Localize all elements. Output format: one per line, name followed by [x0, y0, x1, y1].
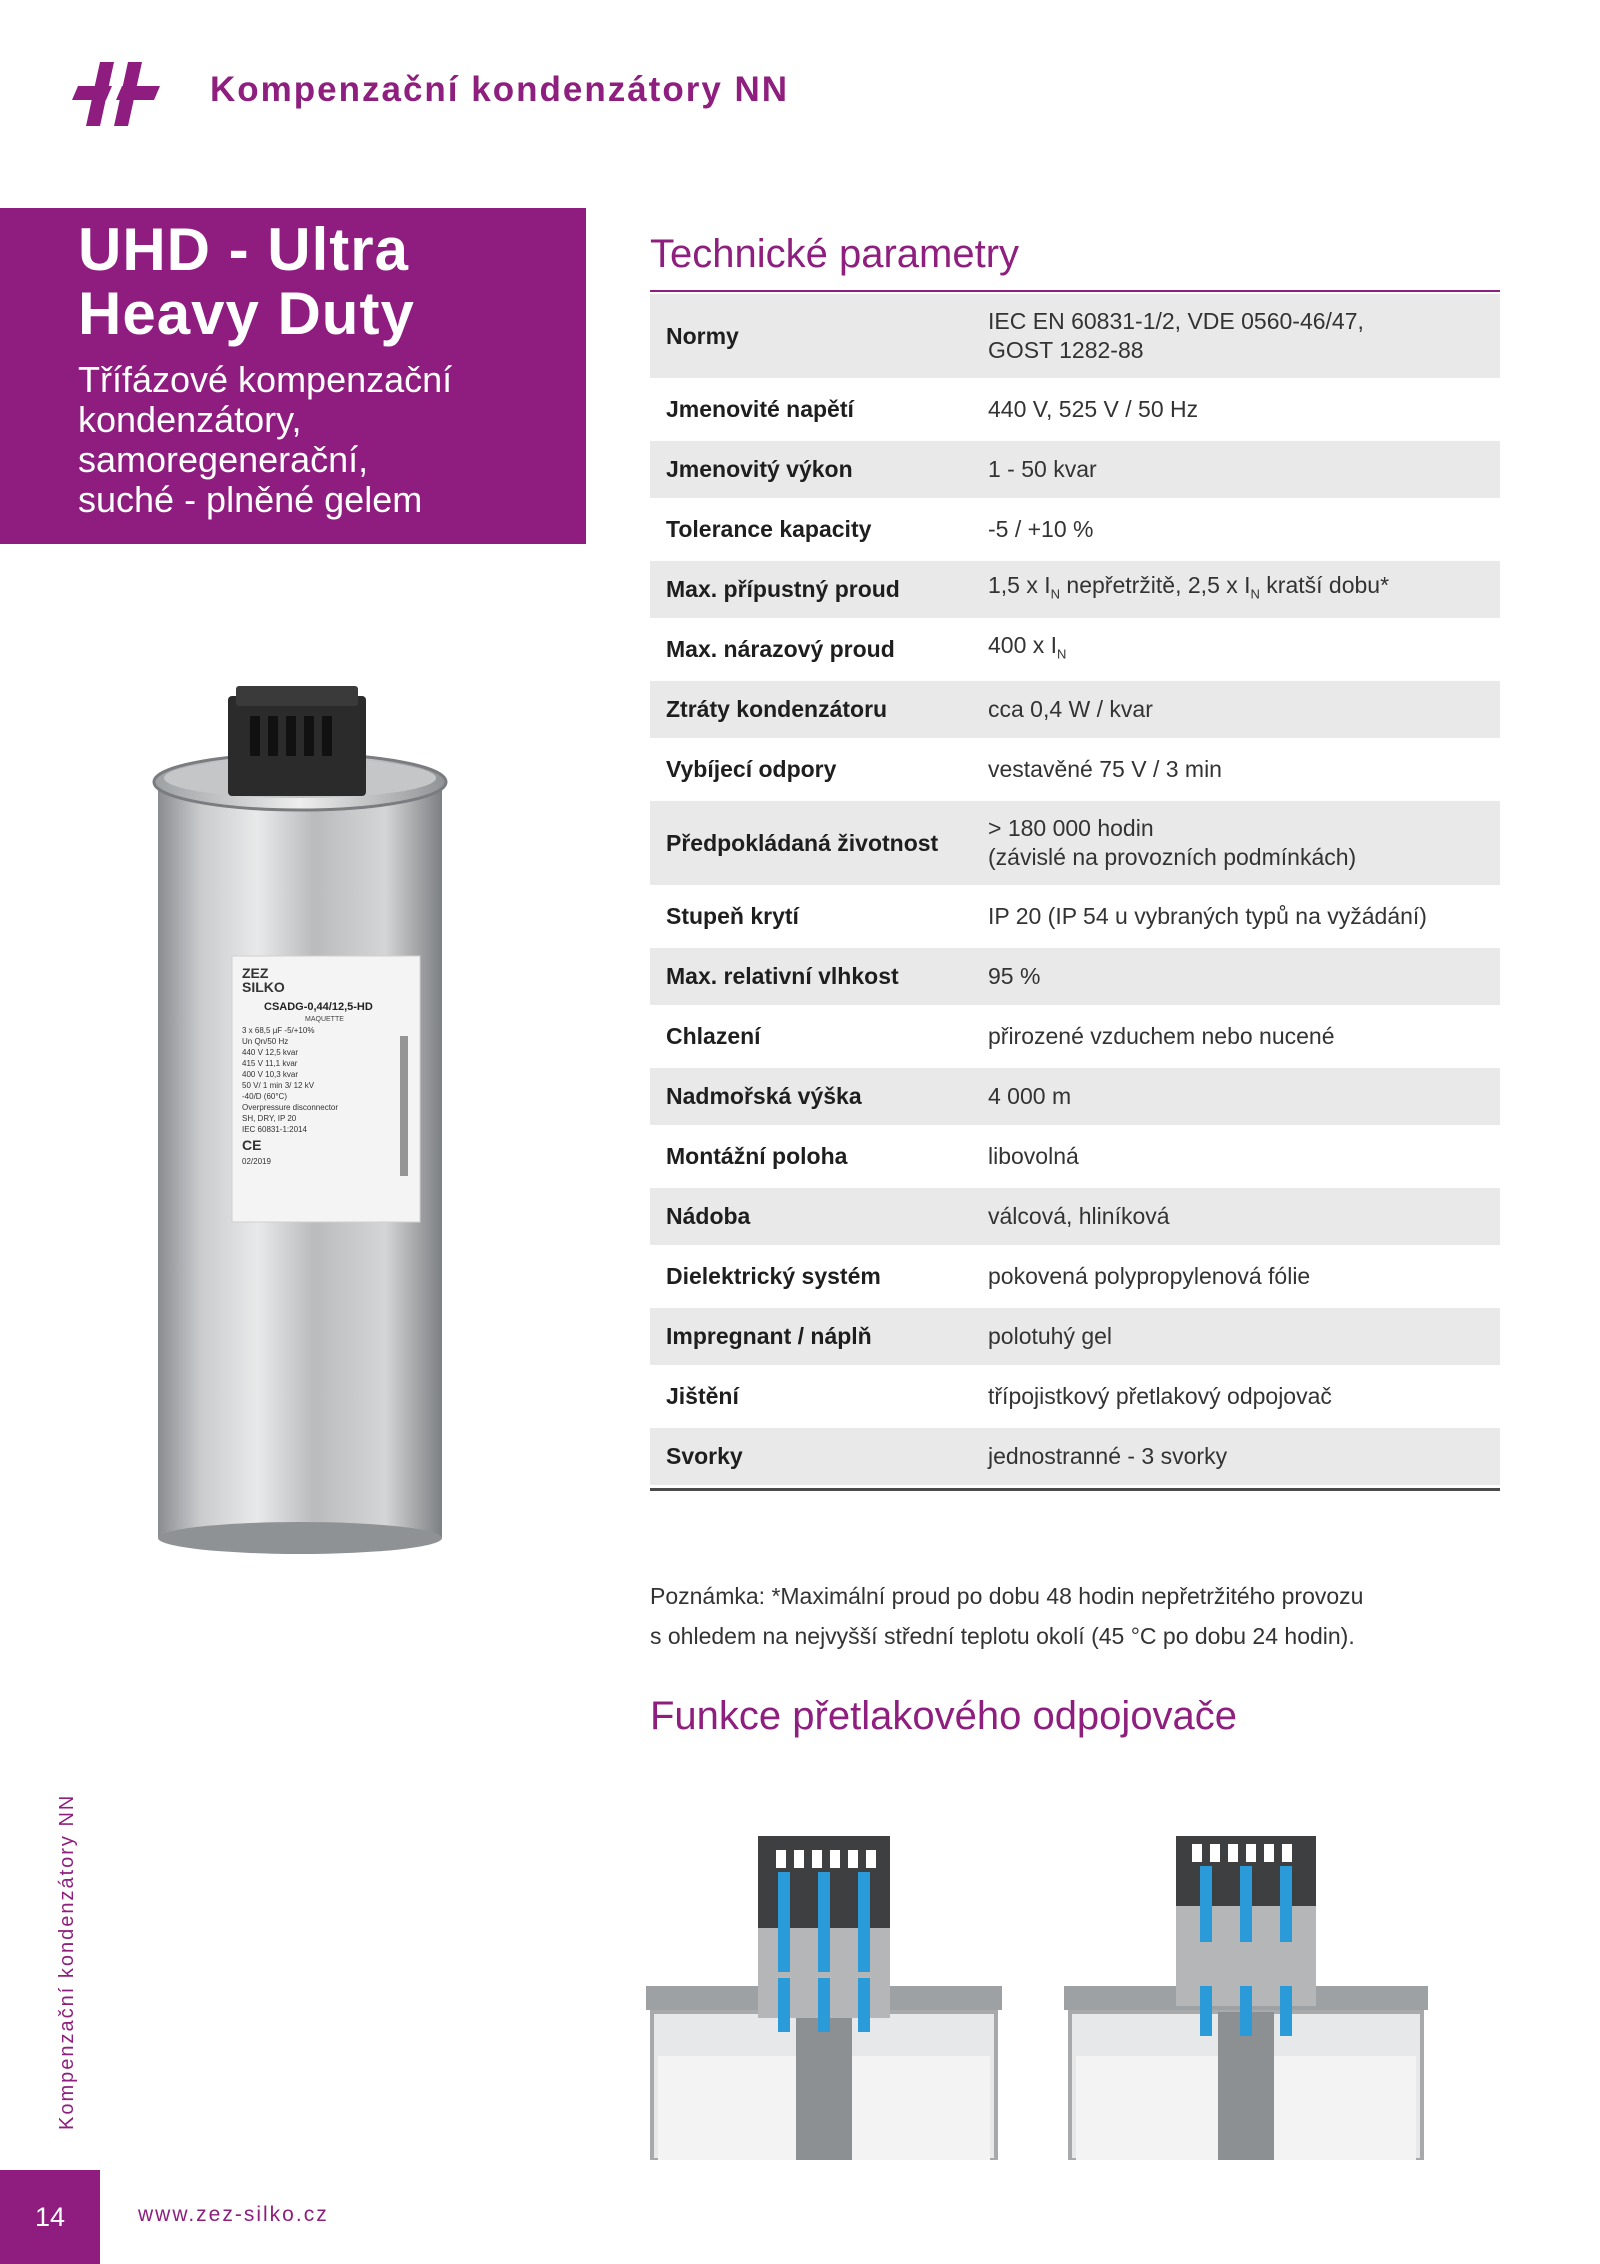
param-value: jednostranné - 3 svorky: [988, 1443, 1228, 1469]
footnote: [650, 1576, 1550, 1656]
param-value: [988, 307, 1500, 365]
table-row: [650, 888, 1500, 948]
product-name-line: UHD - Ultra: [78, 216, 410, 283]
param-value-part: kratší dobu*: [1259, 571, 1390, 598]
param-label: Svorky: [666, 1443, 743, 1469]
disconnector-open-diagram: [1064, 1836, 1428, 2160]
sticker-brand: SILKO: [242, 979, 285, 995]
table-row: [650, 1188, 1500, 1248]
header-title: Kompenzační kondenzátory NN: [210, 70, 790, 109]
param-label: Montážní poloha: [666, 1143, 848, 1169]
param-value-part: 400 x I: [988, 631, 1058, 658]
param-label: Chlazení: [666, 1023, 761, 1049]
param-value: libovolná: [988, 1143, 1079, 1169]
param-label: Max. přípustný proud: [666, 576, 900, 602]
param-value: [988, 631, 1500, 669]
tech-params-table: [650, 294, 1500, 1491]
sticker-row: 3 x 68,5 µF -5/+10%: [242, 1026, 315, 1035]
table-row: [650, 1248, 1500, 1308]
param-value: válcová, hliníková: [988, 1203, 1170, 1229]
product-description-line: kondenzátory,: [78, 399, 302, 440]
table-row: [650, 801, 1500, 888]
param-label: Vybíjecí odpory: [666, 756, 837, 782]
table-row: [650, 948, 1500, 1008]
svg-text:CE: CE: [242, 1137, 262, 1153]
zez-silko-logo-icon: [66, 56, 164, 132]
param-value: polotuhý gel: [988, 1323, 1113, 1349]
param-value: 440 V, 525 V / 50 Hz: [988, 396, 1199, 422]
sticker-model: CSADG-0,44/12,5-HD: [264, 1001, 373, 1013]
table-row: [650, 1308, 1500, 1368]
param-label: Nádoba: [666, 1203, 751, 1229]
table-row: [650, 1368, 1500, 1428]
param-value-line: (závislé na provozních podmínkách): [988, 844, 1357, 870]
table-row: [650, 621, 1500, 681]
param-value-line: > 180 000 hodin: [988, 815, 1154, 841]
param-value: [988, 814, 1500, 872]
product-name: [78, 218, 586, 346]
param-value: třípojistkový přetlakový odpojovač: [988, 1383, 1332, 1409]
product-description-line: suché - plněné gelem: [78, 479, 423, 520]
param-value-line: GOST 1282-88: [988, 337, 1144, 363]
param-label: Jištění: [666, 1383, 739, 1409]
sticker-row: -40/D (60°C): [242, 1092, 287, 1101]
param-label: Impregnant / náplň: [666, 1323, 872, 1349]
param-value-part: 1,5 x I: [988, 571, 1051, 598]
sticker-row: Un Qn/50 Hz: [242, 1037, 289, 1046]
heading-divider: [650, 290, 1500, 292]
param-value: 95 %: [988, 963, 1041, 989]
param-value: vestavěné 75 V / 3 min: [988, 756, 1222, 782]
param-value: cca 0,4 W / kvar: [988, 696, 1153, 722]
table-row: [650, 1428, 1500, 1488]
param-label: Nadmořská výška: [666, 1083, 862, 1109]
sticker-row: IEC 60831-1:2014: [242, 1125, 307, 1134]
product-name-line: Heavy Duty: [78, 280, 415, 347]
product-description-line: Třífázové kompenzační: [78, 359, 453, 400]
product-description-line: samoregenerační,: [78, 439, 369, 480]
param-label: Jmenovité napětí: [666, 396, 854, 422]
function-heading: Funkce přetlakového odpojovače: [650, 1694, 1238, 1738]
table-row: [650, 1068, 1500, 1128]
table-row: [650, 1008, 1500, 1068]
param-value: přirozené vzduchem nebo nucené: [988, 1023, 1335, 1049]
footnote-line: s ohledem na nejvyšší střední teplotu okolí (45 °C po dobu 24 hodin).: [650, 1623, 1355, 1649]
param-value: 1 - 50 kvar: [988, 456, 1097, 482]
param-label: Dielektrický systém: [666, 1263, 881, 1289]
side-section-label: Kompenzační kondenzátory NN: [56, 1793, 78, 2130]
product-panel: [0, 208, 586, 544]
sticker-row: 50 V/ 1 min 3/ 12 kV: [242, 1081, 315, 1090]
param-label: Jmenovitý výkon: [666, 456, 853, 482]
sticker-row: 415 V 11,1 kvar: [242, 1059, 298, 1068]
table-row: [650, 501, 1500, 561]
param-label: Max. nárazový proud: [666, 636, 895, 662]
param-label: Předpokládaná životnost: [666, 829, 939, 856]
table-row: [650, 561, 1500, 621]
param-value: 4 000 m: [988, 1083, 1072, 1109]
page-number: 14: [0, 2170, 100, 2264]
product-description: [78, 360, 586, 520]
sticker-maquette: MAQUETTE: [305, 1016, 344, 1023]
capacitor-product-image: [150, 686, 450, 1556]
param-value: IP 20 (IP 54 u vybraných typů na vyžádání): [988, 903, 1427, 929]
param-subscript: N: [1057, 646, 1067, 662]
table-row: [650, 294, 1500, 381]
tech-params-heading: Technické parametry: [650, 232, 1020, 276]
param-label: Ztráty kondenzátoru: [666, 696, 888, 722]
table-row: [650, 441, 1500, 501]
param-value: -5 / +10 %: [988, 516, 1094, 542]
param-value: pokovená polypropylenová fólie: [988, 1263, 1311, 1289]
param-subscript: N: [1250, 586, 1260, 602]
param-label: Max. relativní vlhkost: [666, 963, 899, 989]
param-value-part: nepřetržitě, 2,5 x I: [1060, 571, 1251, 598]
footnote-line: Poznámka: *Maximální proud po dobu 48 hodin nepřetržitého provozu: [650, 1583, 1364, 1609]
sticker-row: 02/2019: [242, 1157, 271, 1166]
param-value: [988, 571, 1500, 609]
sticker-row: SH, DRY, IP 20: [242, 1114, 297, 1123]
table-row: [650, 381, 1500, 441]
sticker-row: 440 V 12,5 kvar: [242, 1048, 299, 1057]
sticker-row: Overpressure disconnector: [242, 1103, 339, 1112]
footer-url-link[interactable]: www.zez-silko.cz: [138, 2203, 329, 2226]
param-label: Tolerance kapacity: [666, 516, 872, 542]
param-label: Normy: [666, 322, 739, 349]
sticker-row: 400 V 10,3 kvar: [242, 1070, 299, 1079]
table-row: [650, 741, 1500, 801]
param-value-line: IEC EN 60831-1/2, VDE 0560-46/47,: [988, 308, 1364, 334]
disconnector-closed-diagram: [646, 1836, 1002, 2160]
sticker-brand: ZEZ: [242, 965, 269, 981]
param-subscript: N: [1050, 586, 1061, 602]
table-row: [650, 1128, 1500, 1188]
param-label: Stupeň krytí: [666, 903, 799, 929]
table-row: [650, 681, 1500, 741]
